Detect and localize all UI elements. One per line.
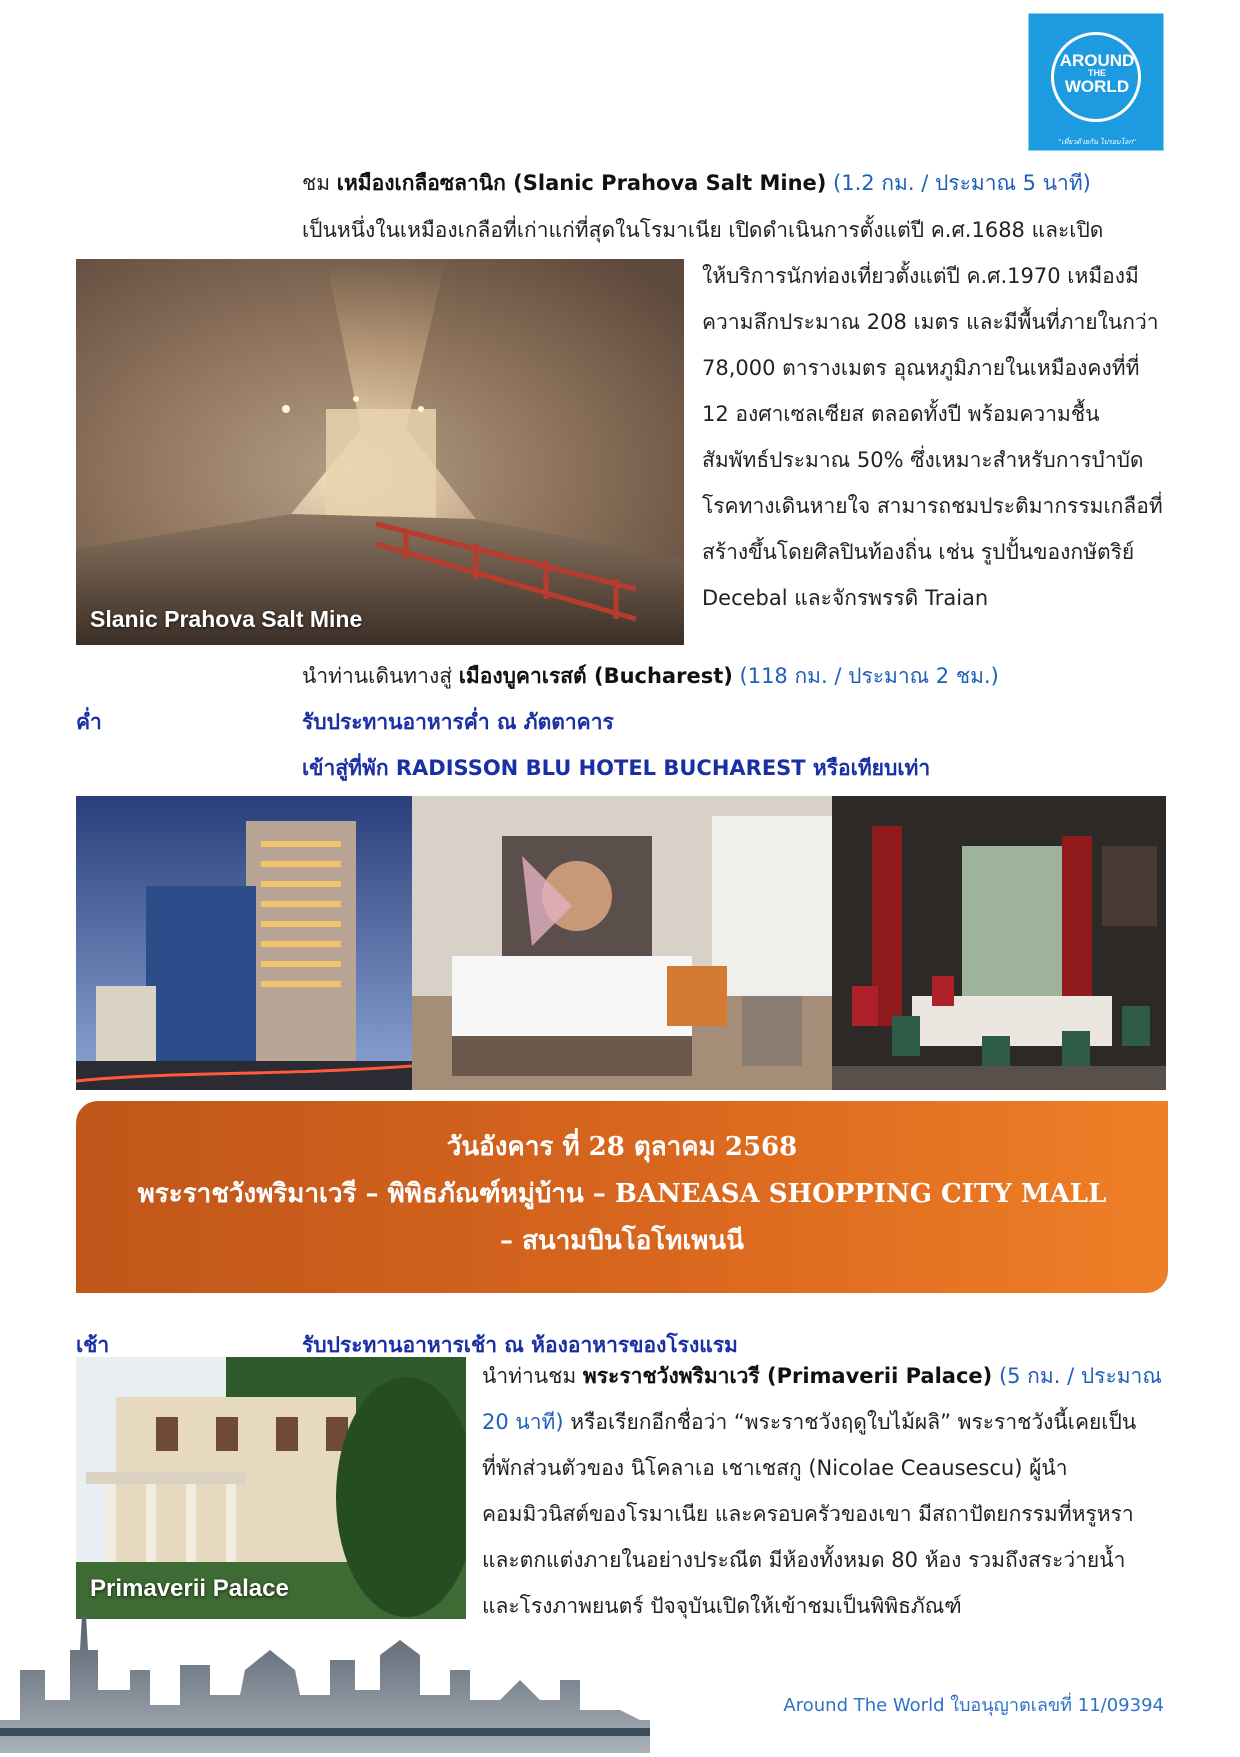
salt-mine-line-2: เป็นหนึ่งในเหมืองเกลือที่เก่าแก่ที่สุดในโรมาเนีย เปิดดำเนินการตั้งแต่ปี ค.ศ.1688 และเปิด — [302, 218, 1104, 242]
description-line: สัมพัทธ์ประมาณ 50% ซึ่งเหมาะสำหรับการบำบัด — [702, 448, 1144, 472]
logo-line-1: AROUND — [1059, 51, 1135, 70]
hotel-exterior-illustration — [76, 796, 412, 1090]
city-skyline-decoration — [0, 1610, 650, 1753]
skyline-icon — [0, 1610, 650, 1753]
travel-bucharest: นำท่านเดินทางสู่ เมืองบูคาเรสต์ (Bucharest) (118 กม. / ประมาณ 2 ชม.) — [302, 664, 999, 688]
breakfast-label: เช้า — [76, 1333, 110, 1357]
description-line: และตกแต่งภายในอย่างประณีต มีห้องทั้งหมด 80 ห้อง รวมถึงสระว่ายน้ำ — [482, 1548, 1126, 1572]
palace-photo — [76, 1357, 466, 1619]
palace-distance: (5 กม. / ประมาณ — [992, 1364, 1162, 1388]
hotel-text: เข้าสู่ที่พัก RADISSON BLU HOTEL BUCHAREST หรือเทียบเท่า — [302, 756, 931, 780]
dinner-text: รับประทานอาหารค่ำ ณ ภัตตาคาร — [302, 710, 614, 734]
banner-date: วันอังคาร ที่ 28 ตุลาคม 2568 — [446, 1132, 798, 1162]
palace-heading: นำท่านชม พระราชวังพริมาเวรี (Primaverii Palace) (5 กม. / ประมาณ — [482, 1364, 1162, 1388]
description-line: 78,000 ตารางเมตร อุณหภูมิภายในเหมืองคงที่ที่ — [702, 356, 1140, 380]
hotel-room-photo — [412, 796, 832, 1090]
description-line: Decebal และจักรพรรดิ Traian — [702, 586, 989, 610]
description-line: สร้างขึ้นโดยศิลปินท้องถิ่น เช่น รูปปั้นของกษัตริย์ — [702, 540, 1135, 564]
description-line: ให้บริการนักท่องเที่ยวตั้งแต่ปี ค.ศ.1970 เหมืองมี — [702, 264, 1139, 288]
footer-license: Around The World ใบอนุญาตเลขที่ 11/09394 — [783, 1695, 1164, 1716]
hotel-exterior-photo — [76, 796, 412, 1090]
hotel-room-illustration — [412, 796, 832, 1090]
description-line: โรคทางเดินหายใจ สามารถชมประติมากรรมเกลือที่ — [702, 494, 1163, 518]
banner-route-line-1: พระราชวังพริมาเวรี – พิพิธภัณฑ์หมู่บ้าน – BANEASA SHOPPING CITY MALL — [137, 1179, 1107, 1209]
salt-mine-caption: Slanic Prahova Salt Mine — [90, 606, 363, 632]
description-line: และโรงภาพยนตร์ ปัจจุบันเปิดให้เข้าชมเป็นพิพิธภัณฑ์ — [482, 1594, 962, 1618]
salt-mine-illustration — [76, 259, 684, 645]
palace-line-2: 20 นาที) หรือเรียกอีกชื่อว่า “พระราชวังฤดูใบไม้ผลิ” พระราชวังนี้เคยเป็น — [482, 1410, 1137, 1434]
logo-tagline: "เที่ยวด้วยกัน ไปรอบโลก" — [1058, 138, 1136, 146]
logo-line-2: THE — [1088, 68, 1106, 78]
bucharest-distance: (118 กม. / ประมาณ 2 ชม.) — [732, 664, 999, 688]
company-logo — [1028, 13, 1164, 151]
day-banner — [76, 1101, 1168, 1293]
palace-name: พระราชวังพริมาเวรี (Primaverii Palace) — [582, 1364, 993, 1388]
breakfast-text: รับประทานอาหารเช้า ณ ห้องอาหารของโรงแรม — [302, 1333, 738, 1357]
palace-duration: 20 นาที) — [482, 1410, 564, 1434]
palace-caption: Primaverii Palace — [90, 1575, 289, 1602]
salt-mine-description — [702, 253, 1182, 621]
banner-route-line-2: – สนามบินโอโทเพนนี — [500, 1226, 744, 1256]
description-line: ความลึกประมาณ 208 เมตร และมีพื้นที่ภายในกว่า — [702, 310, 1159, 334]
hotel-restaurant-photo — [832, 796, 1166, 1090]
description-line: 12 องศาเซลเซียส ตลอดทั้งปี พร้อมความชื้น — [702, 402, 1100, 426]
salt-mine-heading: ชม เหมืองเกลือซลานิก (Slanic Prahova Salt Mine) (1.2 กม. / ประมาณ 5 นาที) — [302, 171, 1091, 195]
description-line: คอมมิวนิสต์ของโรมาเนีย และครอบครัวของเขา มีสถาปัตยกรรมที่หรูหรา — [482, 1502, 1134, 1526]
palace-description — [482, 1445, 1172, 1629]
salt-mine-name: เหมืองเกลือซลานิก (Slanic Prahova Salt Mine) — [336, 171, 827, 195]
dinner-label: ค่ำ — [76, 710, 102, 734]
description-line: ที่พักส่วนตัวของ นิโคลาเอ เชาเชสกู (Nicolae Ceausescu) ผู้นำ — [482, 1456, 1068, 1480]
salt-mine-photo — [76, 259, 684, 645]
salt-mine-distance: (1.2 กม. / ประมาณ 5 นาที) — [826, 171, 1091, 195]
logo-line-3: WORLD — [1064, 77, 1130, 96]
bucharest-name: เมืองบูคาเรสต์ (Bucharest) — [458, 664, 733, 688]
hotel-restaurant-illustration — [832, 796, 1166, 1090]
